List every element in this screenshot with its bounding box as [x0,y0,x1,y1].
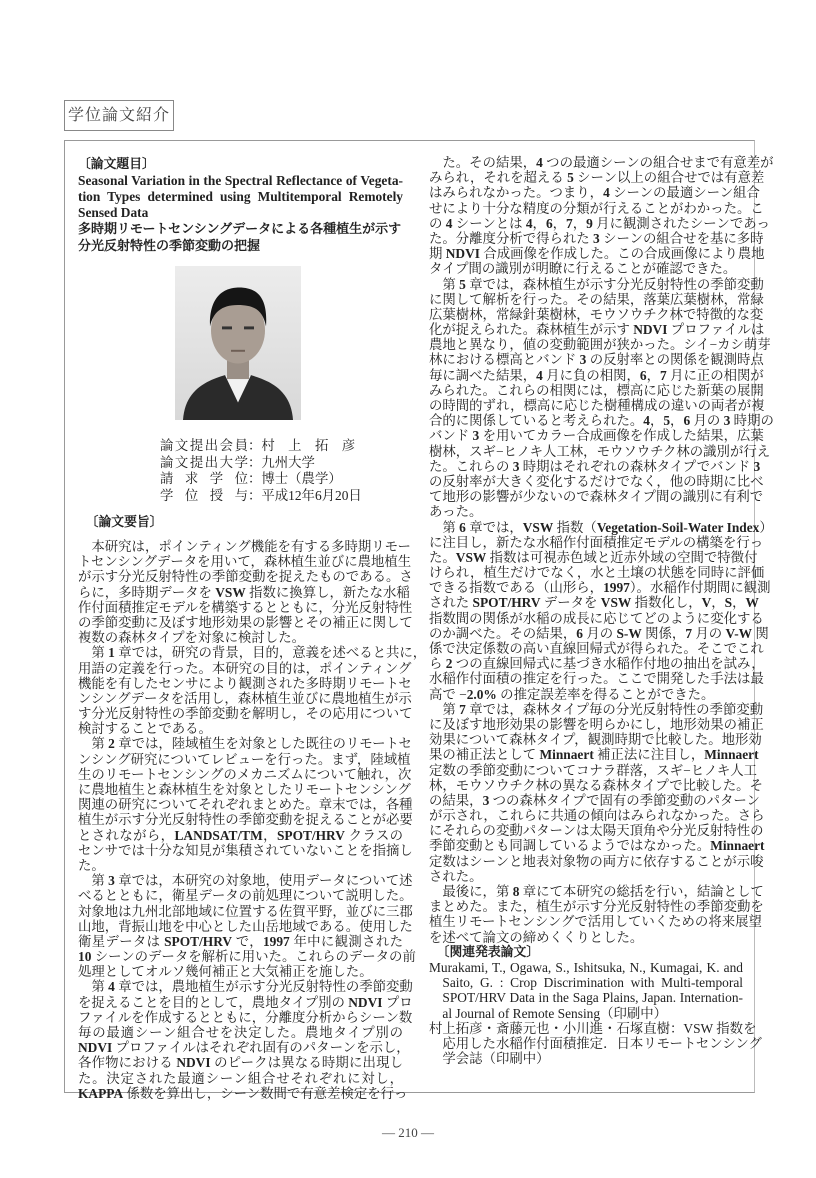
paragraph-line: 10 シーンのデータを解析に用いた。これらのデータの前 [78,949,416,965]
paragraph-line: 林，モウソウチク林の異なる森林タイプで比較した。そ [429,777,763,793]
paragraph-line: の時間的ずれ，標高に応じた樹種構成の違いの両者が複 [429,398,765,413]
paragraph-line: て地形の影響が少ないので森林タイプ間の識別に有利で [429,489,764,505]
paragraph-line: 本研究は，ポインティング機能を有する多時期リモー [91,539,411,554]
paragraph-line: まとめた。また，植生が示す分光反射特性の季節変動を [429,899,764,915]
paragraph-line: 関連の研究についてそれぞれまとめた。章末では，各種 [78,797,413,813]
paragraph-line: た。VSW 指数は可視赤色域と近赤外域の空間で特徴付 [429,549,758,565]
paragraph-line: 第 5 章では，森林植生が示す分光反射特性の季節変動 [442,276,764,292]
paragraph-line: 効果について森林タイプ，観測時期で比較した。地形効 [429,732,762,748]
paragraph-line: 衛星データは SPOT/HRV で，1997 年中に観測された [78,933,403,949]
paragraph-line: KAPPA 係数を算出し，シーン数間で有意差検定を行っ [78,1085,408,1101]
title-ja-line: 多時期リモートセンシングデータによる各種植生が示す [78,222,402,237]
paragraph-line: を捉えることを目的として，農地タイプ別の NDVI プロ [78,994,413,1010]
paragraph-line: 水稲作付面積の推定を行った。ここで開発した手法は最 [429,671,764,687]
paragraph-line: みられた。これらの相関には，標高に応じた新葉の展開 [429,382,764,398]
paragraph-line: 山地，背振山地を中心とした山岳地域である。使用した [78,918,413,934]
paragraph-line: た。 [78,857,105,873]
info-row [160,438,362,455]
paragraph-line: タイプ間の識別が明瞭に行えることが確認できた。 [429,261,737,277]
info-label: 論文提出大学 [160,454,248,470]
paragraph-line: 複数の森林タイプを対象に検討した。 [78,630,305,646]
paragraph-line: 第 3 章では，本研究の対象地，使用データについて述 [91,873,413,889]
info-value: 平成12年6月20日 [261,487,362,503]
thesis-info [160,438,362,504]
paragraph-line: 各作物における NDVI のピークは異なる時期に出現し [78,1055,403,1071]
paragraph-line: 毎の最適シーン組合せを決定した。農地タイプ別の [78,1025,403,1040]
paragraph-line: た。分離度分析で得られた 3 シーンの組合せを基に多時 [429,230,764,246]
info-colon: ： [248,438,262,453]
paragraph-line: 処理としてオルソ幾何補正と大気補正を施した。 [78,964,373,980]
paragraph-line: た。決定された最適シーン組合せそれぞれに対し， [78,1070,403,1086]
paragraph-line: に及ぼす地形効果の影響を明らかにし，地形効果の補正 [429,716,764,732]
paragraph-line: に農地植生と森林植生を対象としたリモートセンシング [78,782,411,797]
paragraph-line: せにより十分な精度の分類が行えることがわかった。こ [429,200,764,216]
info-colon: ： [248,471,262,486]
paragraph-line: 合的に関係していると考えられた。4，5，6 月の 3 時期の [429,413,774,429]
author-photo [175,266,301,420]
reference-line: Murakami, T., Ogawa, S., Ishitsuka, N., Kumagai, K. and [429,959,743,975]
paragraph-line: された SPOT/HRV データを VSW 指数化し，V，S，W [429,595,759,611]
title-block [78,156,403,255]
paragraph-line: ンシングデータを活用し，森林植生並びに農地植生が示 [78,690,412,706]
paragraph-line: 樹林，スギ−ヒノキ人工林，モウソウチク林の識別が行え [429,443,771,459]
paragraph-line: 第 1 章では，研究の背景，目的，意義を述べると共に， [91,645,427,661]
paragraph-line: ら 2 つの直線回帰式に基づき水稲作付地の抽出を試み， [429,656,765,672]
reference-line: 村上拓彦・斎藤元也・小川進・石塚直樹：VSW 指数を [429,1020,757,1036]
paragraph-line: 農地と異なり，値の変動範囲が狭かった。シイ−カシ萌芽 [429,337,771,353]
paragraph-line: 第 7 章では，森林タイプ毎の分光反射特性の季節変動 [442,701,764,717]
paragraph-line: の反射率が大きく変化するだけでなく，他の時期に比べ [429,473,764,489]
paragraph-line: の 4 シーンとは 4，6，7，9 月に観測されたシーンであっ [429,215,770,231]
paragraph-line: た。これらの 3 時期はそれぞれの森林タイプでバンド 3 [429,458,761,474]
paragraph-line: けられ，植生だけでなく，水と土壌の状態を同時に評価 [429,565,765,581]
paragraph-line: トセンシングデータを用いて，森林植生並びに農地植生 [78,554,412,570]
paragraph-line: 対象地は九州北部地域に位置する佐賀平野，並びに三郡 [78,903,413,919]
paragraph-line: 第 6 章では，VSW 指数（Vegetation-Soil-Water Index） [442,519,773,535]
info-value: 村 上 拓 彦 [261,438,356,453]
paragraph-line: が示され，これらに共通の傾向はみられなかった。さら [429,808,765,824]
title-ja-line: 分光反射特性の季節変動の把握 [78,239,261,254]
paragraph-line: 毎に調べた結果，4 月に負の相関，6，7 月に正の相関が [429,367,764,383]
paragraph-line: を述べて論文の締めくくりとした。 [429,929,644,945]
info-row [160,488,362,505]
related-papers-heading: 〔関連発表論文〕 [436,944,540,960]
reference-line: 学会誌（印刷中） [442,1051,550,1067]
paragraph-line: 検討することである。 [78,721,212,737]
info-value: 博士（農学） [261,471,342,486]
paragraph-line: 係で決定係数の高い直線回帰式が得られた。そこでこれ [429,641,764,656]
paragraph-line: 最後に，第 8 章にて本研究の総括を行い，結論として [442,884,764,899]
reference-line: Saito, G. : Crop Discrimination with Multi-temporal [442,975,743,991]
abstract-heading: 〔論文要旨〕 [85,515,163,530]
paragraph-line: が示す分光反射特性の季節変動を捉えたものである。さ [78,569,413,585]
abstract-heading-wrap [78,514,403,531]
paragraph-line: ファイルを作成するとともに，分離度分析からシーン数 [78,1009,413,1025]
portrait-image [175,266,301,420]
paragraph-line: 指数間の関係が水稲の成長に応じてどのように変化する [429,610,764,626]
paragraph-line: にそれらの変動パターンは太陽天頂角や分光反射特性の [429,823,764,839]
paragraph-line: 期 NDVI 合成画像を作成した。この合成画像により農地 [429,246,765,262]
abstract-right-column [429,155,774,1067]
paragraph-line: 高で −2.0% の推定誤差率を得ることができた。 [429,686,715,702]
paragraph-line: はみられなかった。つまり，4 シーンの最適シーン組合 [429,185,760,201]
paragraph-line: 機能を有したセンサにより観測された多時期リモートセ [78,675,412,691]
paragraph-line: た。その結果，4 つの最適シーンの組合せまで有意差が [442,155,774,170]
info-label: 論文提出会員 [160,438,248,453]
paragraph-line: 植生リモートセンシングで活用していくための将来展望 [429,914,762,930]
page-number: — 210 — [382,1125,434,1140]
paragraph-line: 作付面積推定モデルを構築するとともに，分光反射特性 [78,599,413,615]
info-value: 九州大学 [261,454,315,470]
paragraph-line: の結果，3 つの森林タイプで固有の季節変動のパターン [429,792,760,808]
paragraph-line: あった。 [429,504,483,520]
info-row [160,455,362,472]
paragraph-line: みられ，それを超える 5 シーン以上の組合せでは有意差 [429,170,765,186]
abstract-left-column [78,539,427,1101]
section-label: 学位論文紹介 [64,100,174,131]
title-japanese [78,221,403,255]
paragraph-line: とされながら，LANDSAT/TM，SPOT/HRV クラスの [78,827,403,843]
reference-line: al Journal of Remote Sensing（印刷中） [442,1005,668,1021]
paragraph-line: 第 4 章では，農地植生が示す分光反射特性の季節変動 [91,979,413,995]
paragraph-line: 化が捉えられた。森林植生が示す NDVI プロファイルは [429,322,765,338]
paragraph-line: センサでは十分な知見が集積されていないことを指摘し [78,842,413,858]
paragraph-line: 季節変動とも同調しているようではなかった。Minnaert [429,838,765,854]
paragraph-line: 定数はシーンと地表対象物の両方に依存することが示唆 [429,853,764,869]
info-colon: ： [248,454,262,470]
reference-line: 応用した水稲作付面積推定．日本リモートセンシング [442,1035,762,1051]
title-en-line: tion Types determined using Multitemporal Remotely [78,189,403,204]
paragraph-line: 第 2 章では，陸域植生を対象とした既往のリモートセ [91,736,412,752]
paragraph-line: ンシング研究についてレビューを行った。まず，陸域植 [78,751,411,767]
paragraph-line: す分光反射特性の季節変動を解明し，その応用について [78,706,413,722]
paragraph-line: に注目し，新たな水稲作付面積推定モデルの構築を行っ [429,534,764,550]
title-en-line: Sensed Data [78,205,149,220]
paragraph-line: 用語の定義を行った。本研究の目的は，ポインティング [78,660,412,676]
paragraph-line: された。 [429,868,483,884]
paragraph-line: NDVI プロファイルはそれぞれ固有のパターンを示し， [78,1040,410,1056]
paragraph-line: 生のリモートセンシングのメカニズムについて触れ，次 [78,766,412,782]
paragraph-line: 定数の季節変動についてコナラ群落，スギ−ヒノキ人工 [429,762,757,778]
paragraph-line: 林における標高とバンド 3 の反射率との関係を観測時点 [429,352,764,368]
reference-line: SPOT/HRV Data in the Saga Plains, Japan. Internation- [442,990,743,1006]
paragraph-line: のか調べた。その結果，6 月の S-W 関係，7 月の V-W 関 [429,625,769,641]
paragraph-line: らに，多時期データを VSW 指数に換算し，新たな水稲 [78,584,410,600]
paragraph-line: バンド 3 を用いてカラー合成画像を作成した結果，広葉 [429,428,764,444]
title-english [78,173,403,221]
paragraph-line: できる指数である（山形ら，1997）。水稲作付期間に観測 [429,580,771,596]
paragraph-line: の季節変動に及ぼす地形効果の影響とその補正に関して [78,614,413,630]
title-en-line: Seasonal Variation in the Spectral Reflectance of Vegeta- [78,173,403,188]
paragraph-line: 果の補正法として Minnaert 補正法に注目し，Minnaert [429,747,759,763]
paragraph-line: 広葉樹林，常緑針葉樹林，モウソウチク林で特徴的な変 [429,306,764,322]
paragraph-line: 植生が示す分光反射特性の季節変動を捉えることが必要 [78,812,413,828]
info-label: 学位授与 [160,487,248,503]
info-label: 請求学位 [160,471,248,486]
info-colon: ： [248,487,262,503]
title-heading: 〔論文題目〕 [78,157,155,172]
paragraph-line: に関して解析を行った。その結果，落葉広葉樹林，常緑 [429,291,764,307]
paragraph-line: べるとともに，衛星データの前処理について説明した。 [78,888,413,904]
info-row [160,471,362,488]
